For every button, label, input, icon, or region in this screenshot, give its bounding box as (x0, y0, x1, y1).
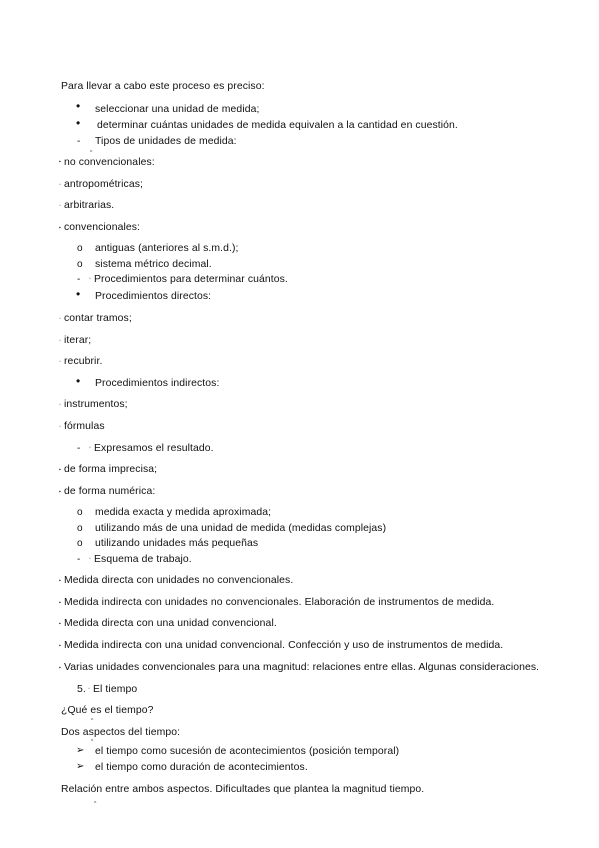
paragraph-text: Relación entre ambos aspectos. Dificultades que plantea la magnitud tiempo. (61, 784, 425, 795)
list-item: iterar; (64, 335, 92, 346)
list-item: recubrir. (64, 356, 103, 367)
bullet-small: ▫ (89, 445, 91, 451)
list-item: Medida indirecta con una unidad convencional. Confección y uso de instrumentos de medida. (64, 640, 504, 651)
bullet-square: ▪ (59, 467, 61, 473)
section-title: El tiempo (93, 684, 138, 695)
bullet-dash: - (77, 136, 81, 147)
bullet-small: ▫ (89, 276, 91, 282)
list-item: contar tramos; (64, 313, 132, 324)
bullet-dash: - (77, 554, 81, 565)
list-item: antropométricas; (64, 179, 143, 190)
section-number: 5. (77, 684, 86, 695)
list-item: Medida directa con unidades no convencionales. (64, 575, 294, 586)
list-item: el tiempo como duración de acontecimientos. (95, 762, 308, 773)
bullet-circle: o (77, 243, 83, 254)
list-item: Tipos de unidades de medida: (95, 136, 237, 147)
list-item: Expresamos el resultado. (94, 443, 214, 454)
list-item: Varias unidades convencionales para una magnitud: relaciones entre ellas. Algunas consideraciones. (64, 662, 540, 673)
list-item: Esquema de trabajo. (94, 554, 192, 565)
bullet-small: ▫ (59, 359, 61, 365)
bullet-disc: • (76, 374, 81, 388)
list-item: Procedimientos indirectos: (95, 378, 220, 389)
list-item: Procedimientos directos: (95, 291, 212, 302)
bullet-square: ▪ (59, 578, 61, 584)
bullet-circle: o (77, 538, 83, 549)
list-item: de forma imprecisa; (64, 464, 158, 475)
bullet-small: ▫ (59, 203, 61, 209)
list-item: Medida directa con una unidad convencional. (64, 618, 277, 629)
list-item: Medida indirecta con unidades no convencionales. Elaboración de instrumentos de medida. (64, 597, 495, 608)
bullet-square: ▪ (59, 643, 61, 649)
list-item: utilizando más de una unidad de medida (medidas complejas) (95, 523, 387, 534)
list-item: arbitrarias. (64, 200, 115, 211)
bullet-small: ▫ (88, 686, 90, 692)
bullet-arrow: ➢ (76, 745, 85, 756)
stray-mark: ^ (90, 150, 93, 156)
bullet-disc: • (76, 99, 81, 113)
bullet-small: ▫ (59, 424, 61, 430)
bullet-square: ▪ (59, 159, 61, 165)
list-item: de forma numérica: (64, 486, 156, 497)
bullet-small: ▫ (89, 556, 91, 562)
list-item: Procedimientos para determinar cuántos. (94, 274, 288, 285)
bullet-dash: - (77, 274, 81, 285)
bullet-square: ▪ (59, 621, 61, 627)
intro-text: Para llevar a cabo este proceso es preciso: (61, 81, 265, 92)
bullet-square: ▪ (59, 489, 61, 495)
bullet-square: ▪ (59, 600, 61, 606)
bullet-small: ▫ (59, 402, 61, 408)
bullet-disc: • (76, 116, 81, 130)
stray-mark: ^ (94, 801, 97, 807)
bullet-circle: o (77, 507, 83, 518)
paragraph-text: Dos aspectos del tiempo: (61, 727, 181, 738)
bullet-arrow: ➢ (76, 761, 85, 772)
bullet-dash: - (77, 443, 81, 454)
list-item: convencionales: (64, 222, 141, 233)
list-item: fórmulas (64, 421, 105, 432)
list-item: el tiempo como sucesión de acontecimientos (posición temporal) (95, 746, 400, 757)
bullet-square: ▪ (59, 665, 61, 671)
stray-mark: ^ (91, 739, 94, 745)
bullet-small: ▫ (59, 182, 61, 188)
bullet-small: ▫ (59, 338, 61, 344)
bullet-disc: • (76, 287, 81, 301)
list-item: instrumentos; (64, 399, 128, 410)
list-item: determinar cuántas unidades de medida equivalen a la cantidad en cuestión. (97, 120, 458, 131)
bullet-small: ▫ (59, 316, 61, 322)
question-text: ¿Qué es el tiempo? (61, 705, 154, 716)
bullet-circle: o (77, 259, 83, 270)
bullet-circle: o (77, 523, 83, 534)
list-item: seleccionar una unidad de medida; (95, 104, 260, 115)
list-item: sistema métrico decimal. (95, 259, 212, 270)
list-item: antiguas (anteriores al s.m.d.); (95, 243, 239, 254)
list-item: utilizando unidades más pequeñas (95, 538, 259, 549)
list-item: no convencionales: (64, 157, 155, 168)
list-item: medida exacta y medida aproximada; (95, 507, 272, 518)
bullet-square: ▪ (59, 225, 61, 231)
stray-mark: ^ (91, 718, 94, 724)
